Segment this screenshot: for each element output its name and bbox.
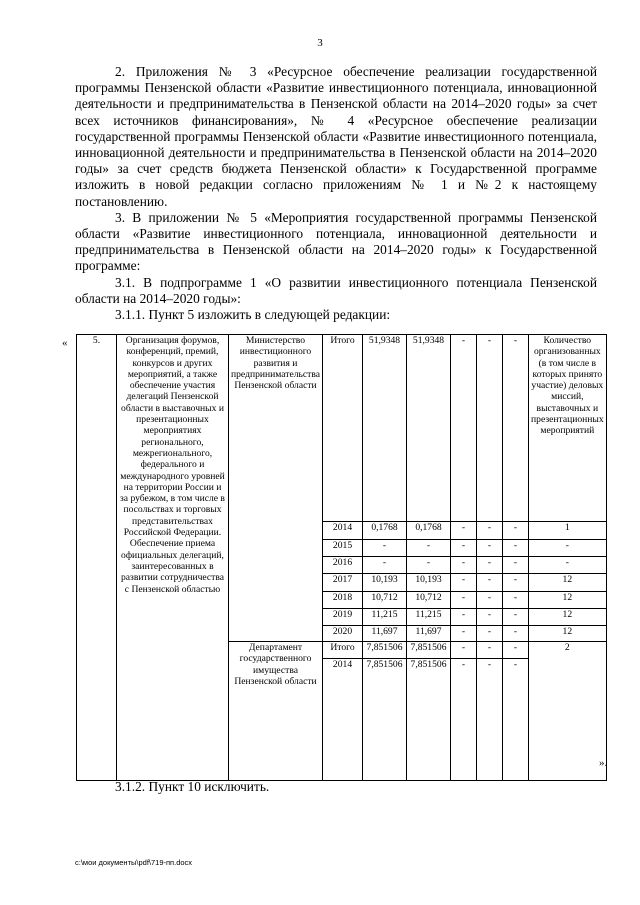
dash-cell: - — [503, 626, 529, 642]
year-cell: 2017 — [323, 574, 363, 592]
dash-cell: - — [451, 626, 477, 642]
total-cell: 10,193 — [363, 574, 407, 592]
dash-cell: - — [477, 659, 503, 781]
total-cell: 0,1768 — [363, 522, 407, 540]
year-cell: 2014 — [323, 659, 363, 781]
indicator-value-cell: - — [529, 540, 607, 557]
indicator-value-cell: 12 — [529, 626, 607, 642]
total-cell: 7,851506 — [363, 642, 407, 659]
total-cell: 11,215 — [363, 609, 407, 626]
dash-cell: - — [451, 642, 477, 659]
dash-cell: - — [477, 574, 503, 592]
total-cell: 7,851506 — [363, 659, 407, 781]
dash-cell: - — [451, 522, 477, 540]
regional-budget-cell: 7,851506 — [407, 642, 451, 659]
indicator-value-cell: - — [529, 557, 607, 574]
regional-budget-cell: 10,193 — [407, 574, 451, 592]
total-cell: - — [363, 540, 407, 557]
dash-cell: - — [451, 659, 477, 781]
year-cell: 2015 — [323, 540, 363, 557]
dash-cell: - — [503, 659, 529, 781]
paragraph-3: 3. В приложении № 5 «Мероприятия государственной программы Пензенской области «Развитие инвестиционного потенциала, инновационной деятельности и предпринимательства в Пензенской области на 2014–2020 годы» к Государственной программе: — [75, 209, 597, 274]
regional-budget-cell: 11,697 — [407, 626, 451, 642]
dash-cell: - — [503, 522, 529, 540]
regional-budget-cell: 0,1768 — [407, 522, 451, 540]
year-cell: 2014 — [323, 522, 363, 540]
dash-cell: - — [451, 557, 477, 574]
dash-cell: - — [503, 592, 529, 609]
dash-cell: - — [503, 609, 529, 626]
indicator-value-cell: 1 — [529, 522, 607, 540]
regional-budget-cell: - — [407, 540, 451, 557]
indicator-value-cell: 12 — [529, 592, 607, 609]
dash-cell: - — [477, 540, 503, 557]
activity-description-cell: Организация форумов, конференций, премий, конкурсов и других мероприятий, а также обеспечение участия делегаций Пензенской области в выставочных и презентационных мероприятиях регионального, межрегионального, федерального и международного уровней на территории России и за рубежом, в том числе в посольствах и торговых представительствах Российской Федерации. Обеспечение приема официальных делегаций, заинтересованных в развитии сотрудничества с Пензенской областью — [117, 335, 229, 781]
regional-budget-cell: 11,215 — [407, 609, 451, 626]
year-cell: Итого — [323, 335, 363, 522]
item-number-cell: 5. — [77, 335, 117, 781]
indicator-value-cell: 2 — [529, 642, 607, 781]
indicator-value-cell: 12 — [529, 609, 607, 626]
page-number: 3 — [317, 37, 323, 49]
dash-cell: - — [477, 557, 503, 574]
closing-quote: ». — [599, 757, 608, 769]
regional-budget-cell: 51,9348 — [407, 335, 451, 522]
dash-cell: - — [451, 609, 477, 626]
opening-quote: « — [62, 337, 68, 349]
year-cell: 2020 — [323, 626, 363, 642]
dash-cell: - — [451, 540, 477, 557]
dash-cell: - — [503, 574, 529, 592]
indicator-value-cell: 12 — [529, 574, 607, 592]
dash-cell: - — [503, 540, 529, 557]
total-cell: - — [363, 557, 407, 574]
regional-budget-cell: - — [407, 557, 451, 574]
document-body — [75, 64, 597, 323]
year-cell: 2016 — [323, 557, 363, 574]
activities-table — [76, 334, 607, 781]
paragraph-3-1-1: 3.1.1. Пункт 5 изложить в следующей редакции: — [115, 307, 391, 323]
paragraph-2: 2. Приложения № 3 «Ресурсное обеспечение реализации государственной программы Пензенской области «Развитие инвестиционного потенциала, инновационной деятельности и предпринимательства в Пензенской области на 2014–2020 годы» за счет всех источников финансирования», № 4 «Ресурсное обеспечение реализации государственной программы Пензенской области «Развитие инвестиционного потенциала, инновационной деятельности и предпринимательства в Пензенской области на 2014–2020 годы» за счет средств бюджета Пензенской области» к Государственной программе изложить в новой редакции согласно приложениям № 1 и №2 к настоящему постановлению. — [75, 64, 597, 209]
total-cell: 10,712 — [363, 592, 407, 609]
total-cell: 11,697 — [363, 626, 407, 642]
indicator-cell: Количество организованных (в том числе в которых принято участие) деловых миссий, выставочных и презентационных мероприятий — [529, 335, 607, 522]
executor-ministry-cell: Министерство инвестиционного развития и предпринимательства Пензенской области — [229, 335, 323, 642]
dash-cell: - — [451, 592, 477, 609]
dash-cell: - — [477, 592, 503, 609]
year-cell: Итого — [323, 642, 363, 659]
dash-cell: - — [477, 626, 503, 642]
dash-cell: - — [477, 609, 503, 626]
year-cell: 2019 — [323, 609, 363, 626]
regional-budget-cell: 7,851506 — [407, 659, 451, 781]
dash-cell: - — [451, 574, 477, 592]
regional-budget-cell: 10,712 — [407, 592, 451, 609]
paragraph-3-1-2: 3.1.2. Пункт 10 исключить. — [115, 779, 270, 794]
dash-cell: - — [451, 335, 477, 522]
paragraph-3-1: 3.1. В подпрограмме 1 «О развитии инвестиционного потенциала Пензенской области на 2014–2020 годы»: — [75, 274, 597, 306]
executor-department-cell: Департамент государственного имущества Пензенской области — [229, 642, 323, 781]
dash-cell: - — [503, 557, 529, 574]
dash-cell: - — [477, 642, 503, 659]
total-cell: 51,9348 — [363, 335, 407, 522]
dash-cell: - — [477, 522, 503, 540]
footer-file-path: c:\мои документы\pdf\719-пп.docx — [75, 858, 193, 867]
dash-cell: - — [503, 335, 529, 522]
dash-cell: - — [477, 335, 503, 522]
year-cell: 2018 — [323, 592, 363, 609]
dash-cell: - — [503, 642, 529, 659]
